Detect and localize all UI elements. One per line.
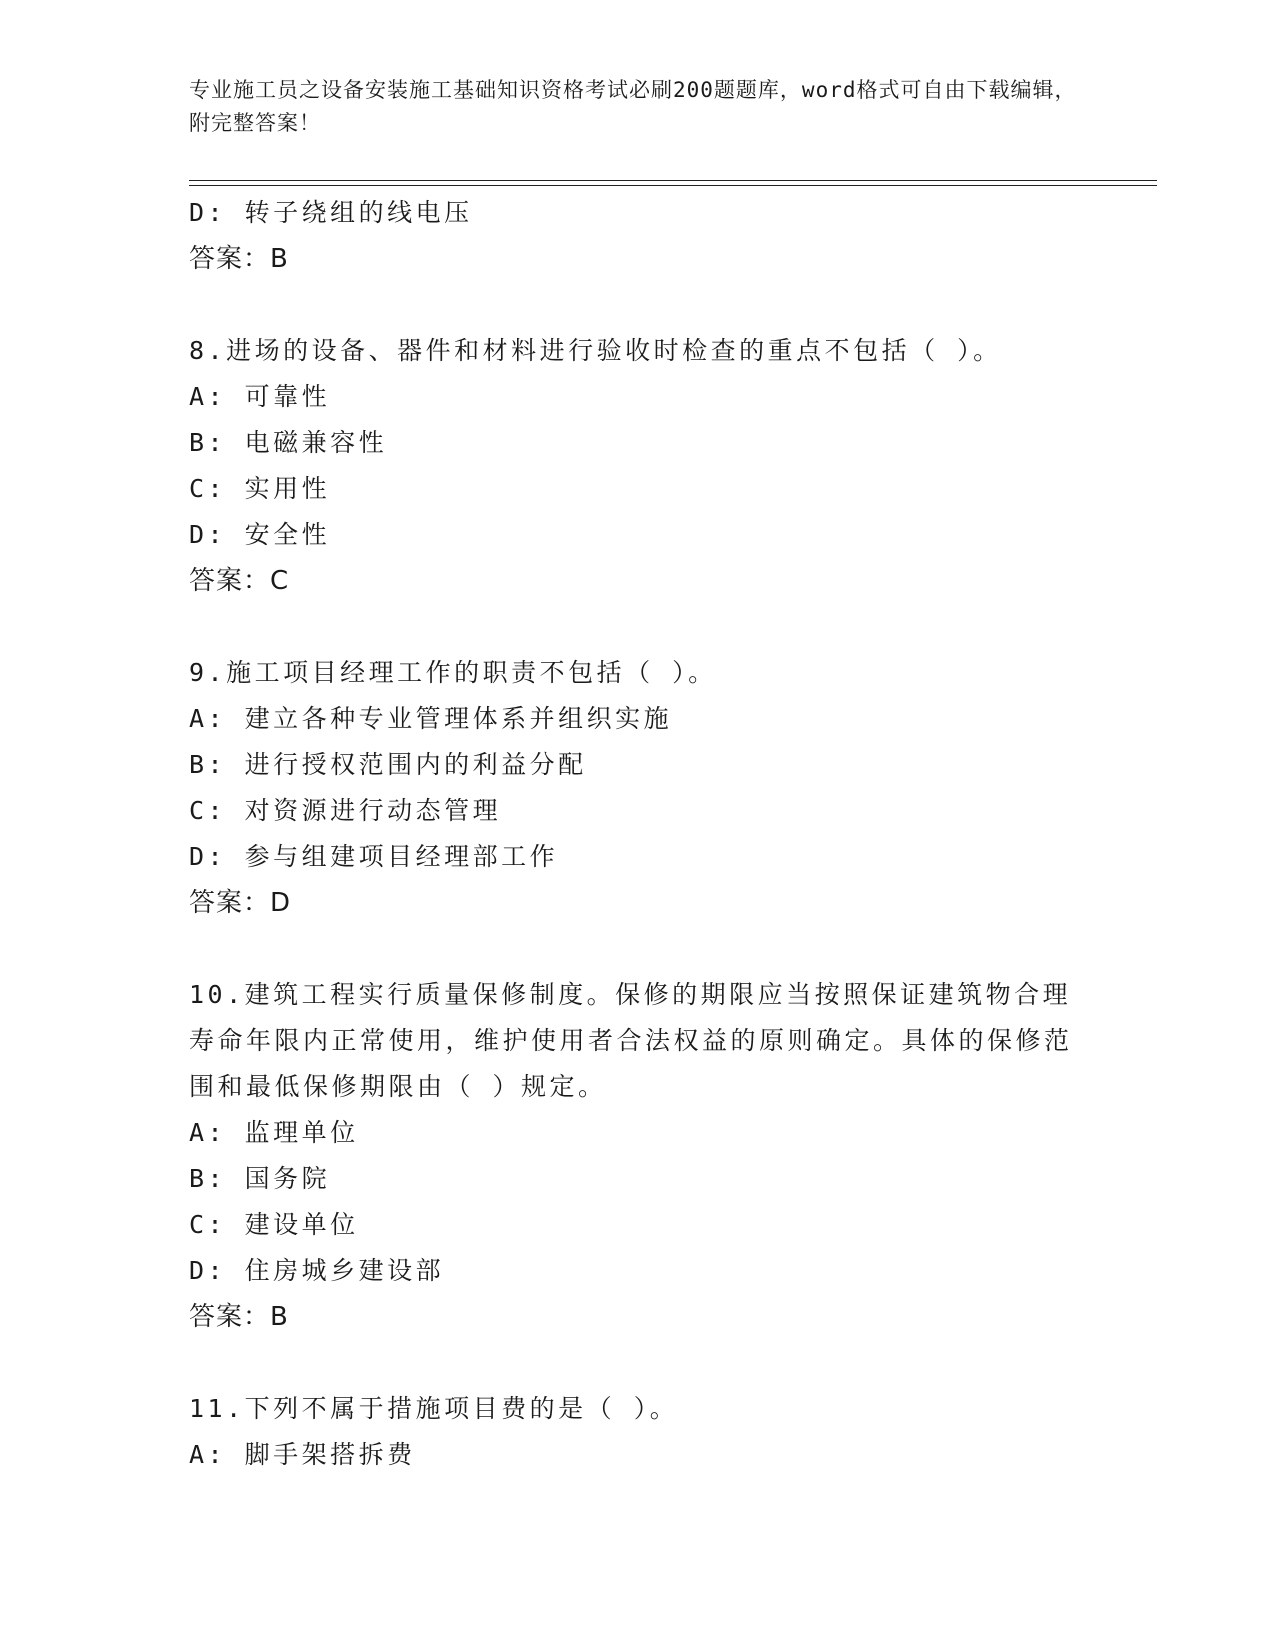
- option-b: B: 国务院: [189, 1164, 331, 1193]
- option-c: C: 实用性: [189, 474, 331, 503]
- answer-line: 答案：B: [189, 1302, 289, 1332]
- header-divider: [189, 180, 1157, 181]
- option-d: D: 参与组建项目经理部工作: [189, 842, 559, 871]
- option-c: C: 建设单位: [189, 1210, 359, 1239]
- option-c: C: 对资源进行动态管理: [189, 796, 502, 825]
- option-a: A: 可靠性: [189, 382, 331, 411]
- question-stem: 8.进场的设备、器件和材料进行验收时检查的重点不包括（ ）。: [189, 336, 1002, 365]
- option-d: D: 安全性: [189, 520, 331, 549]
- option-b: B: 进行授权范围内的利益分配: [189, 750, 587, 779]
- option-d: D: 住房城乡建设部: [189, 1256, 445, 1285]
- header-divider-secondary: [189, 185, 1157, 186]
- question-stem: 9.施工项目经理工作的职责不包括（ ）。: [189, 658, 717, 687]
- question-stem: 11.下列不属于措施项目费的是（ ）。: [189, 1394, 679, 1423]
- question-list: [189, 190, 1089, 1478]
- option-a: A: 建立各种专业管理体系并组织实施: [189, 704, 673, 733]
- option-b: B: 电磁兼容性: [189, 428, 388, 457]
- option-a: A: 监理单位: [189, 1118, 359, 1147]
- answer-line: 答案：D: [189, 888, 292, 918]
- answer-line: 答案：C: [189, 566, 290, 596]
- question-stem: 10.建筑工程实行质量保修制度。保修的期限应当按照保证建筑物合理寿命年限内正常使用，维护使用者合法权益的原则确定。具体的保修范围和最低保修期限由（ ）规定。: [189, 980, 1073, 1101]
- document-header: 专业施工员之设备安装施工基础知识资格考试必刷200题题库，word格式可自由下载编辑，附完整答案！: [189, 78, 1077, 135]
- option-a: A: 脚手架搭拆费: [189, 1440, 416, 1469]
- answer-line: 答案：B: [189, 244, 289, 274]
- option-d: D: 转子绕组的线电压: [189, 198, 473, 227]
